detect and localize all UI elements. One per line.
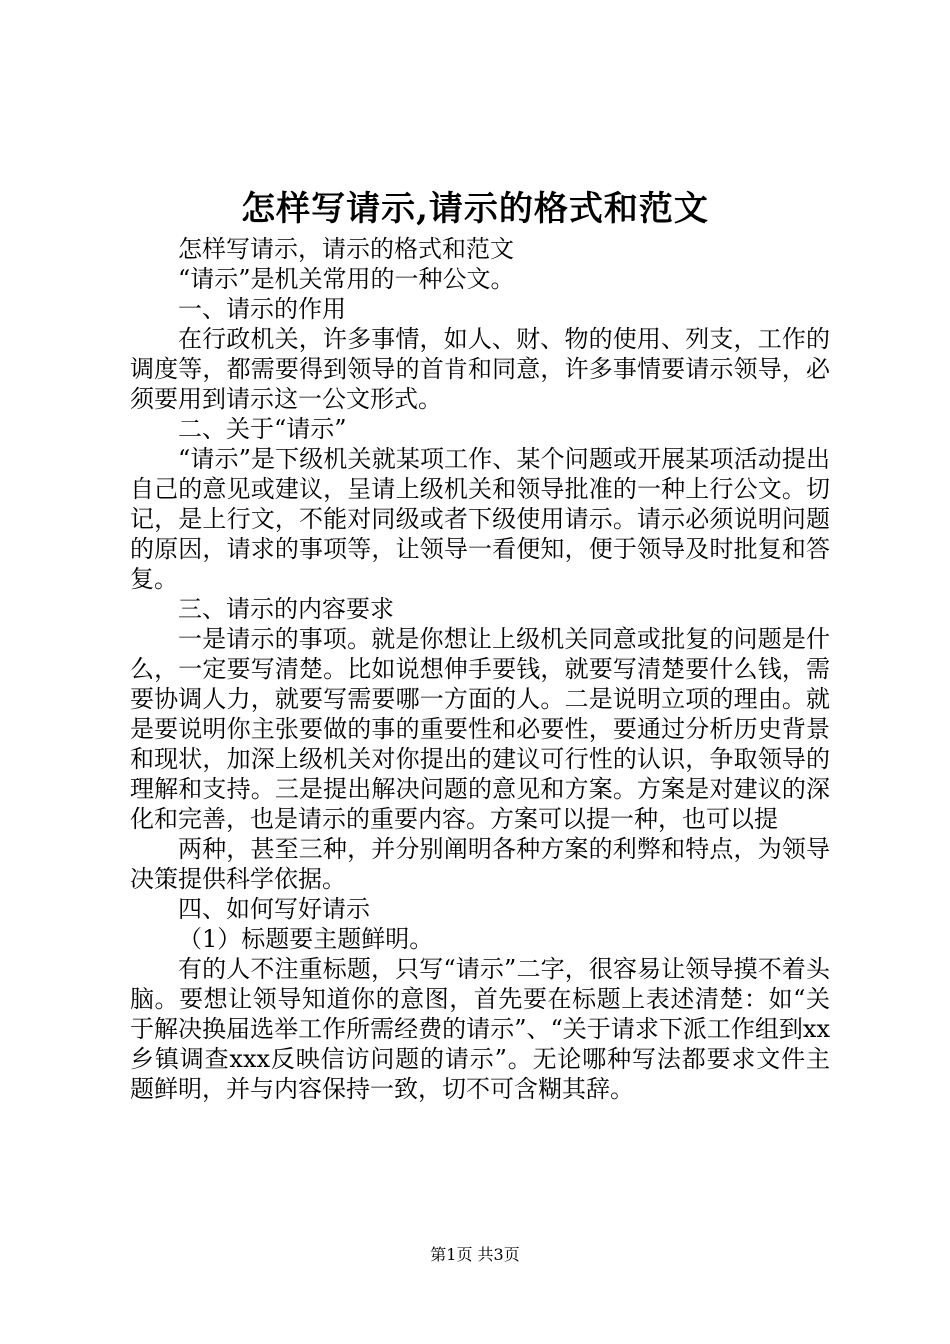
section-heading-1: 一、请示的作用 xyxy=(178,295,346,323)
section-heading-4: 四、如何写好请示 xyxy=(178,895,370,923)
document-body xyxy=(130,234,830,1104)
paragraph-section-1: 在行政机关，许多事情，如人、财、物的使用、列支，工作的调度等，都需要得到领导的首肯和同意，许多事情要请示领导，必须要用到请示这一公文形式。 xyxy=(130,325,830,413)
page-footer: 第1页 共3页 xyxy=(430,1245,520,1264)
paragraph-section-4-1: 有的人不注重标题，只写“请示”二字，很容易让领导摸不着头脑。要想让领导知道你的意图，首先要在标题上表述清楚：如“关于解决换届选举工作所需经费的请示”、“关于请求下派工作组到xx乡镇调查xxx反映信访问题的请示”。无论哪种写法都要求文件主题鲜明，并与内容保持一致，切不可含糊其辞。 xyxy=(130,955,830,1103)
paragraph-intro: “请示”是机关常用的一种公文。 xyxy=(178,265,515,293)
section-heading-3: 三、请示的内容要求 xyxy=(178,595,394,623)
paragraph-subtitle: 怎样写请示，请示的格式和范文 xyxy=(178,235,514,263)
paragraph-section-3: 一是请示的事项。就是你想让上级机关同意或批复的问题是什么，一定要写清楚。比如说想伸手要钱，就要写清楚要什么钱，需要协调人力，就要写需要哪一方面的人。二是说明立项的理由。就是要说明你主张要做的事的重要性和必要性，要通过分析历史背景和现状，加深上级机关对你提出的建议可行性的认识，争取领导的理解和支持。三是提出解决问题的意见和方案。方案是对建议的深化和完善，也是请示的重要内容。方案可以提一种，也可以提 xyxy=(130,625,830,833)
paragraph-section-2: “请示”是下级机关就某项工作、某个问题或开展某项活动提出自己的意见或建议，呈请上级机关和领导批准的一种上行公文。切记，是上行文，不能对同级或者下级使用请示。请示必须说明问题的原因，请求的事项等，让领导一看便知，便于领导及时批复和答复。 xyxy=(130,445,830,593)
section-heading-2: 二、关于“请示” xyxy=(178,415,347,443)
subheading-4-1: （1）标题要主题鲜明。 xyxy=(178,925,434,953)
document-title: 怎样写请示,请示的格式和范文 xyxy=(241,189,709,229)
paragraph-section-3-cont: 两种，甚至三种，并分别阐明各种方案的利弊和特点，为领导决策提供科学依据。 xyxy=(130,835,830,893)
